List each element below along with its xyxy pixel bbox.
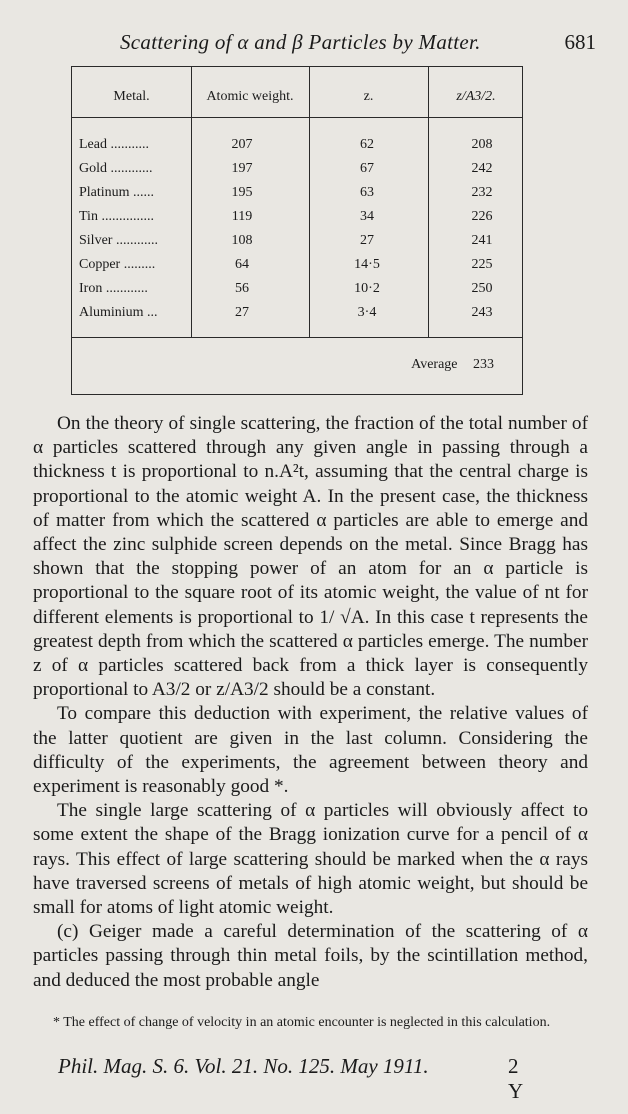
ratio-value: 250 — [471, 281, 493, 296]
table-row — [72, 137, 522, 161]
running-title: Scattering of α and β Particles by Matter. — [120, 30, 481, 54]
atomic-weight: 56 — [235, 281, 249, 296]
body-text — [33, 412, 588, 993]
table-row — [72, 185, 522, 209]
header-atomic-weight: Atomic weight. — [206, 89, 294, 104]
table-row — [72, 233, 522, 257]
header-rule — [72, 117, 522, 118]
paragraph: (c) Geiger made a careful determination of the scattering of α particles passing through thin metal foils, by the scintillation method, and deduced the most probable angle — [33, 921, 588, 991]
header-z: z. — [363, 89, 374, 104]
ratio-value: 242 — [471, 161, 493, 176]
page-number: 681 — [564, 30, 596, 54]
z-value: 10·2 — [354, 281, 380, 296]
footnote-text: * The effect of change of velocity in an atomic encounter is neglected in this calculation. — [53, 1015, 551, 1030]
z-value: 34 — [360, 209, 374, 224]
ratio-value: 241 — [471, 233, 493, 248]
z-value: 62 — [360, 137, 374, 152]
z-value: 67 — [360, 161, 374, 176]
metal-name: Tin ............... — [79, 209, 154, 224]
atomic-weight: 119 — [231, 209, 253, 224]
average-row — [411, 357, 494, 373]
metal-name: Platinum ...... — [79, 185, 155, 200]
paragraph: The single large scattering of α particles will obviously affect to some extent the shape of the Bragg ionization curve for a pencil of α rays. This effect of large scattering should be marked when the α rays have traversed screens of metals of high atomic weight, but should be small for atoms of light atomic weight. — [33, 800, 588, 919]
journal-citation: Phil. Mag. S. 6. Vol. 21. No. 125. May 1911. — [58, 1054, 429, 1078]
ratio-value: 226 — [471, 209, 493, 224]
table-row — [72, 257, 522, 281]
ratio-value: 232 — [471, 185, 493, 200]
header-ratio: z/A3/2. — [456, 89, 496, 104]
paragraph: On the theory of single scattering, the fraction of the total number of α particles scattered through any given angle in passing through a thickness t is proportional to n.A²t, assuming that the central charge is proportional to the atomic weight A. In the present case, the thickness of matter from which the scattered α particles are able to emerge and affect the zinc sulphide screen depends on the metal. Since Bragg has shown that the stopping power of an atom for an α particle is proportional to the square root of its atomic weight, the value of nt for different elements is proportional to 1/ √A. In this case t represents the greatest depth from which the scattered α particles emerge. The number z of α particles scattered back from a thick layer is consequently proportional to A3/2 or z/A3/2 should be a constant. — [33, 413, 588, 701]
z-value: 14·5 — [354, 257, 380, 272]
metal-name: Silver ............ — [79, 233, 158, 248]
average-value: 233 — [473, 357, 494, 372]
paragraph: To compare this deduction with experiment, the relative values of the latter quotient are given in the last column. Considering the difficulty of the experiments, the agreement between theory and experiment is reasonably good *. — [33, 703, 588, 798]
metal-name: Lead ........... — [79, 137, 149, 152]
footnote — [33, 1014, 588, 1031]
ratio-value: 243 — [471, 305, 493, 320]
footer-rule — [72, 337, 522, 338]
metal-name: Gold ............ — [79, 161, 153, 176]
table-row — [72, 281, 522, 305]
z-value: 63 — [360, 185, 374, 200]
ratio-value: 208 — [471, 137, 493, 152]
metal-name: Copper ......... — [79, 257, 156, 272]
atomic-weight: 197 — [231, 161, 253, 176]
signature-mark: 2 Y — [508, 1054, 524, 1103]
metal-name: Iron ............ — [79, 281, 148, 296]
atomic-weight: 27 — [235, 305, 249, 320]
table-row — [72, 161, 522, 185]
ratio-value: 225 — [471, 257, 493, 272]
atomic-weight: 195 — [231, 185, 253, 200]
atomic-weight: 207 — [231, 137, 253, 152]
metal-name: Aluminium ... — [79, 305, 158, 320]
z-value: 3·4 — [357, 305, 377, 320]
average-label: Average — [411, 357, 458, 372]
z-value: 27 — [360, 233, 374, 248]
table-row — [72, 209, 522, 233]
data-table — [71, 66, 523, 395]
header-metal: Metal. — [113, 89, 150, 104]
page-header — [32, 30, 596, 56]
atomic-weight: 64 — [235, 257, 249, 272]
atomic-weight: 108 — [231, 233, 253, 248]
page-footer — [58, 1054, 524, 1103]
table-row — [72, 305, 522, 329]
